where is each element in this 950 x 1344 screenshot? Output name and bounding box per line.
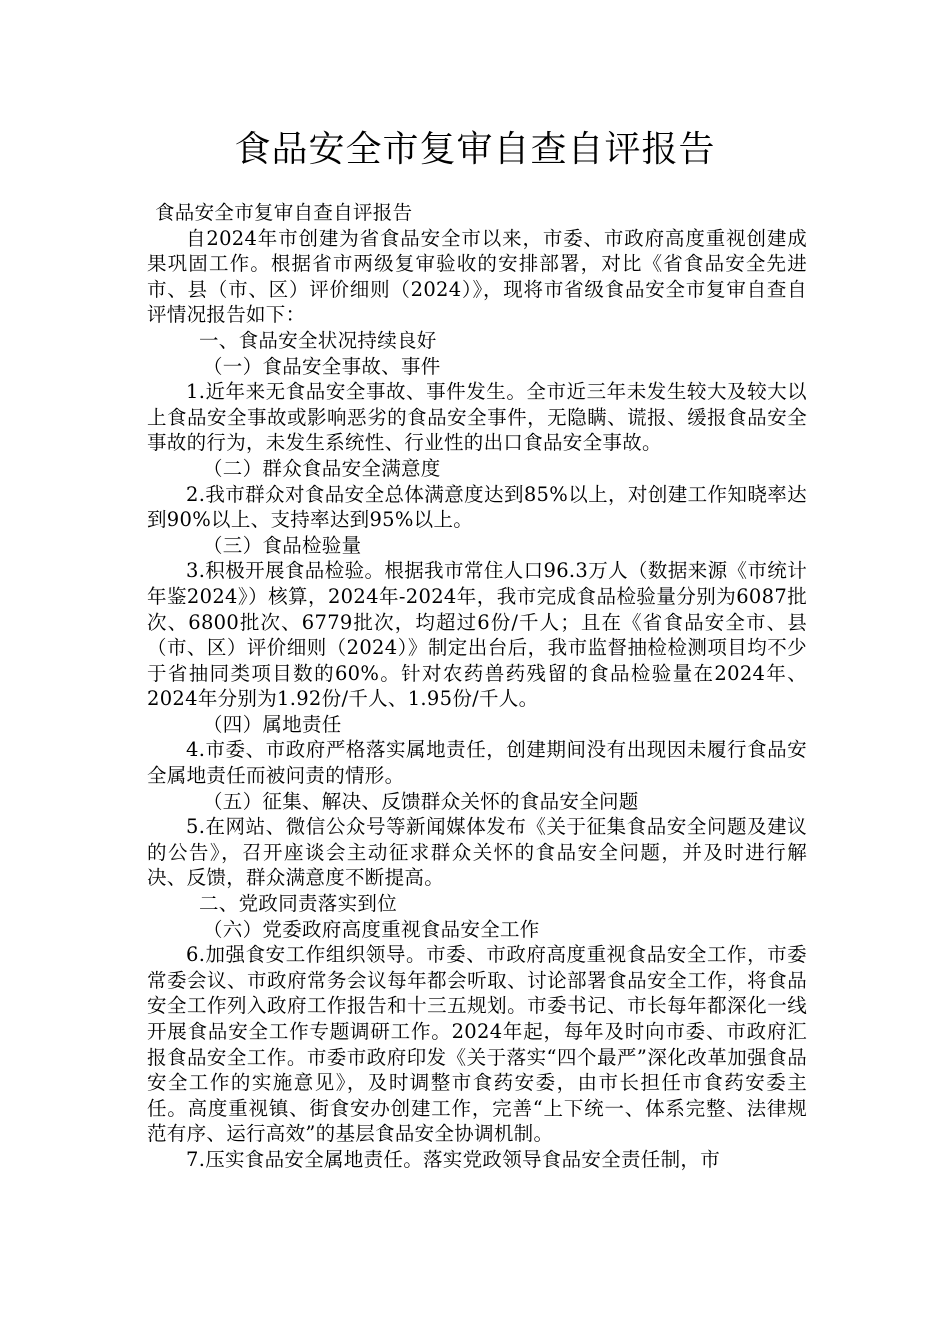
item-paragraph-5: 5.在网站、微信公众号等新闻媒体发布《关于征集食品安全问题及建议的公告》，召开座谈会主动征求群众关怀的食品安全问题，并及时进行解决、反馈，群众满意度不断提高。 bbox=[147, 815, 807, 890]
subsection-heading-2: （二）群众食品安全满意度 bbox=[203, 456, 441, 480]
item-paragraph-6: 6.加强食安工作组织领导。市委、市政府高度重视食品安全工作，市委常委会议、市政府常务会议每年都会听取、讨论部署食品安全工作，将食品安全工作列入政府工作报告和十三五规划。市委书记、市长每年都深化一线开展食品安全工作专题调研工作。2024年起，每年及时向市委、市政府汇报食品安全工作。市委市政府印发《关于落实“四个最严”深化改革加强食品安全工作的实施意见》，及时调整市食药安委，由市长担任市食药安委主任。高度重视镇、街食安办创建工作，完善“上下统一、体系完整、法律规范有序、运行高效”的基层食品安全协调机制。 bbox=[147, 943, 807, 1146]
section-heading-2: 二、党政同责落实到位 bbox=[199, 892, 398, 916]
item-paragraph-4: 4.市委、市政府严格落实属地责任，创建期间没有出现因未履行食品安全属地责任而被问责的情形。 bbox=[147, 738, 807, 788]
subsection-heading-5: （五）征集、解决、反馈群众关怀的食品安全问题 bbox=[203, 789, 639, 813]
document-subtitle: 食品安全市复审自查自评报告 bbox=[155, 201, 413, 224]
subsection-heading-6: （六）党委政府高度重视食品安全工作 bbox=[203, 917, 540, 941]
section-heading-1: 一、食品安全状况持续良好 bbox=[199, 328, 437, 352]
intro-paragraph: 自2024年市创建为省食品安全市以来，市委、市政府高度重视创建成果巩固工作。根据省市两级复审验收的安排部署，对比《省食品安全先进市、县（市、区）评价细则（2024）》，现将市省级食品安全市复审自查自评情况报告如下： bbox=[147, 226, 807, 327]
item-paragraph-3: 3.积极开展食品检验。根据我市常住人口96.3万人（数据来源《市统计年鉴2024》）核算，2024年-2024年，我市完成食品检验量分别为6087批次、6800批次、6779批次，均超过6份/千人；且在《省食品安全市、县（市、区）评价细则（2024）》制定出台后，我市监督抽检检测项目均不少于省抽同类项目数的60%。针对农药兽药残留的食品检验量在2024年、2024年分别为1.92份/千人、1.95份/千人。 bbox=[147, 559, 807, 711]
item-paragraph-1: 1.近年来无食品安全事故、事件发生。全市近三年未发生较大及较大以上食品安全事故或影响恶劣的食品安全事件，无隐瞒、谎报、缓报食品安全事故的行为，未发生系统性、行业性的出口食品安全事故。 bbox=[147, 380, 807, 455]
document-title: 食品安全市复审自查自评报告 bbox=[234, 129, 716, 170]
document-body bbox=[147, 200, 807, 1173]
subsection-heading-4: （四）属地责任 bbox=[203, 712, 342, 736]
subsection-heading-1: （一）食品安全事故、事件 bbox=[203, 354, 441, 378]
subsection-heading-3: （三）食品检验量 bbox=[203, 533, 362, 557]
item-paragraph-7: 7.压实食品安全属地责任。落实党政领导食品安全责任制，市 bbox=[186, 1147, 721, 1171]
item-paragraph-2: 2.我市群众对食品安全总体满意度达到85%以上，对创建工作知晓率达到90%以上、支持率达到95%以上。 bbox=[147, 482, 807, 532]
